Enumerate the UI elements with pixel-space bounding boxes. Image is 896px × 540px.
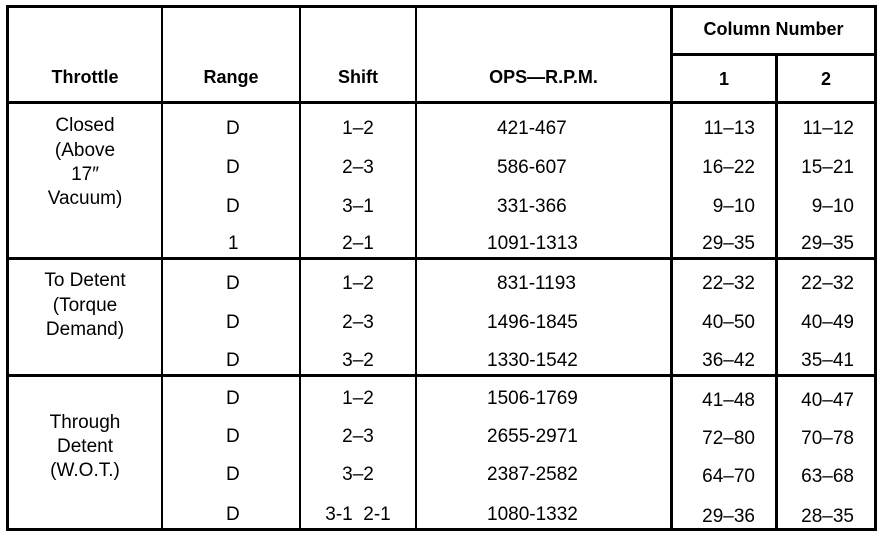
throttle-label: Closed: [55, 115, 115, 136]
rpm-cell: 421-467: [497, 118, 567, 139]
range-cell: D: [226, 196, 240, 217]
col1-cell: 9–10: [712, 196, 755, 217]
shift-cell: 2–3: [342, 426, 374, 447]
shift-cell: 1–2: [342, 388, 374, 409]
header-column-2: 2: [820, 69, 831, 89]
rpm-cell: 2655-2971: [487, 426, 578, 447]
col2-cell: 63–68: [801, 466, 854, 487]
col2-cell: 35–41: [801, 350, 854, 371]
range-cell: D: [226, 464, 240, 485]
throttle-label: To Detent: [44, 270, 126, 291]
rpm-cell: 2387-2582: [487, 464, 578, 485]
shift-cell: 3–2: [342, 464, 374, 485]
throttle-label: (Torque: [52, 295, 118, 316]
col2-cell: 29–35: [801, 233, 854, 254]
header-shift: Shift: [338, 67, 378, 87]
col1-cell: 64–70: [702, 466, 755, 487]
range-cell: D: [226, 504, 240, 525]
col1-cell: 22–32: [702, 273, 755, 294]
rpm-cell: 831-1193: [497, 273, 576, 294]
shift-cell: 2–3: [342, 312, 374, 333]
col1-cell: 11–13: [703, 118, 755, 139]
col1-cell: 29–35: [702, 233, 755, 254]
col1-cell: 41–48: [702, 390, 755, 411]
rpm-cell: 1506-1769: [487, 388, 578, 409]
col1-cell: 29–36: [702, 506, 755, 527]
rpm-cell: 1496-1845: [487, 312, 578, 333]
rpm-cell: 1091-1313: [487, 233, 578, 254]
header-bottom-rule: [6, 101, 877, 104]
rpm-cell: 1330-1542: [487, 350, 578, 371]
col2-cell: 9–10: [811, 196, 854, 217]
table-border-top: [6, 5, 877, 8]
throttle-label: (Above: [54, 140, 116, 161]
shift-cell: 1–2: [342, 118, 374, 139]
shift-cell: 2–1: [342, 233, 374, 254]
col1-cell: 16–22: [702, 157, 755, 178]
col2-cell: 40–49: [801, 312, 854, 333]
header-column-number: Column Number: [703, 19, 844, 39]
shift-cell: 3-1 2-1: [325, 504, 391, 525]
range-cell: D: [226, 273, 240, 294]
header-column-1: 1: [718, 69, 729, 89]
rpm-cell: 586-607: [497, 157, 567, 178]
header-throttle: Throttle: [51, 67, 119, 87]
throttle-label: (W.O.T.): [50, 460, 120, 481]
range-cell: D: [226, 426, 240, 447]
range-cell: 1: [228, 233, 239, 254]
throttle-label: Through: [49, 412, 121, 433]
shift-cell: 1–2: [342, 273, 374, 294]
col1-cell: 40–50: [702, 312, 755, 333]
col1-cell: 72–80: [702, 428, 755, 449]
shift-cell: 2–3: [342, 157, 374, 178]
header-divider-column-number: [670, 53, 877, 56]
throttle-label: Demand): [45, 319, 125, 340]
range-cell: D: [226, 350, 240, 371]
group-divider-2: [6, 374, 877, 377]
throttle-label: Vacuum): [47, 188, 123, 209]
col2-cell: 28–35: [801, 506, 854, 527]
throttle-label: 17″: [71, 164, 99, 185]
col2-cell: 40–47: [801, 390, 854, 411]
table-border-bottom: [6, 528, 877, 531]
col2-cell: 70–78: [801, 428, 854, 449]
col2-cell: 15–21: [801, 157, 854, 178]
col2-cell: 11–12: [802, 118, 854, 139]
header-range: Range: [203, 67, 259, 87]
col2-cell: 22–32: [801, 273, 854, 294]
range-cell: D: [226, 118, 240, 139]
range-cell: D: [226, 388, 240, 409]
header-ops-rpm: OPS—R.P.M.: [489, 67, 598, 87]
table-border-right: [874, 5, 877, 531]
range-cell: D: [226, 157, 240, 178]
group-divider-1: [6, 257, 877, 260]
shift-cell: 3–1: [342, 196, 374, 217]
rpm-cell: 1080-1332: [487, 504, 578, 525]
shift-cell: 3–2: [342, 350, 374, 371]
range-cell: D: [226, 312, 240, 333]
rpm-cell: 331-366: [497, 196, 567, 217]
col1-cell: 36–42: [702, 350, 755, 371]
throttle-label: Detent: [57, 436, 113, 457]
